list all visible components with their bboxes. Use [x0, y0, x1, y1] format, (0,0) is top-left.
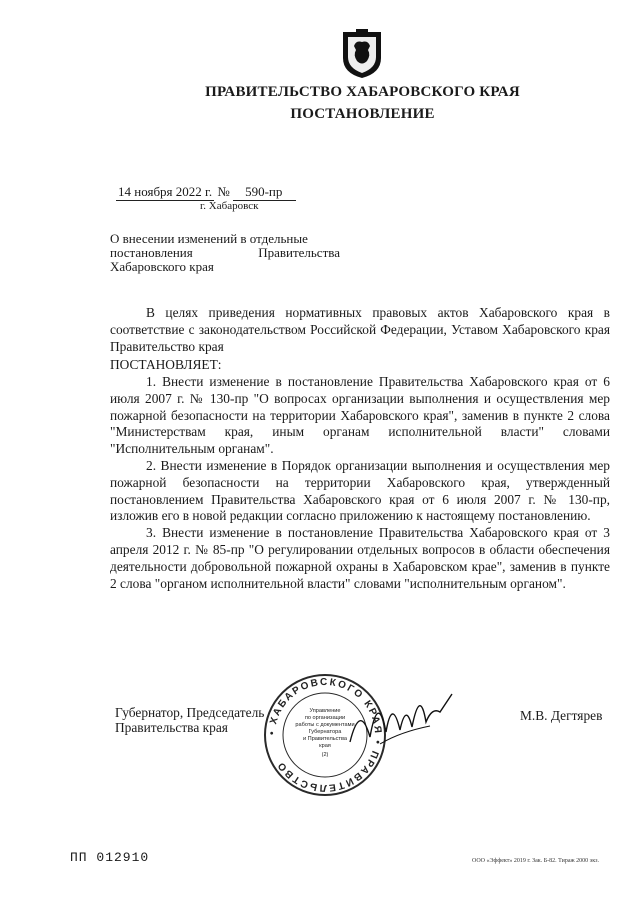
number-sign: №: [217, 184, 230, 199]
seal-center-line: и Правительства: [303, 736, 347, 742]
document-number: 590-пр: [233, 184, 296, 201]
seal-center-line: края: [319, 743, 331, 749]
document-subject: [110, 232, 340, 274]
signatory-name: М.В. Дегтярев: [520, 708, 603, 723]
document-type: ПОСТАНОВЛЕНИЕ: [290, 106, 435, 122]
date-number-line: [116, 184, 296, 201]
coat-of-arms-icon: [340, 28, 384, 80]
seal-center-line: Губернатора: [308, 729, 342, 735]
subject-line: постановления Правительства: [110, 245, 340, 260]
decree-item: 3. Внести изменение в постановление Правительства Хабаровского края от 3 апреля 2012 г. № 85-пр "О регулировании отдельных вопросов в области обеспечения деятельности добровольной пожарной охраны в Хабаровском крае", заменив в пункте 2 слова "органом исполнительной власти" словами "исполнительным органом".: [110, 525, 610, 591]
government-title: ПРАВИТЕЛЬСТВО ХАБАРОВСКОГО КРАЯ: [205, 84, 520, 100]
decree-items: [110, 374, 610, 592]
document-date: 14 ноября 2022 г.: [118, 184, 213, 199]
seal-ring-text: • ХАБАРОВСКОГО КРАЯ • ПРАВИТЕЛЬСТВО: [266, 676, 384, 794]
seal-center-line: по организации: [304, 715, 346, 721]
city: г. Хабаровск: [200, 200, 259, 212]
seal-center-line: (2): [321, 752, 329, 758]
handwritten-signature: [340, 682, 460, 762]
subject-line: Хабаровского края: [110, 259, 214, 274]
decree-item: 1. Внести изменение в постановление Правительства Хабаровского края от 6 июля 2007 г. № 130-пр "О вопросах организации выполнения и осуществления мер пожарной безопасности на территории Хабаровского края", заменив в пункте 2 слова "Министерствам края, иным органам исполнительной власти" словами "Исполнительным органам".: [110, 374, 610, 457]
printer-imprint: ООО «Эффект» 2019 г. Зак. Б-82. Тираж 2000 экз.: [472, 858, 599, 864]
signatory-position-line: Губернатор, Председатель: [115, 705, 265, 720]
seal-center-line: работы с документами: [295, 722, 355, 728]
subject-line: О внесении изменений в отдельные: [110, 231, 308, 246]
preamble: [110, 305, 610, 355]
form-serial-number: ПП 012910: [70, 850, 150, 865]
seal-center-line: Управление: [309, 708, 341, 714]
decree-item: 2. Внести изменение в Порядок организации выполнения и осуществления мер пожарной безопасности на территории Хабаровского края, утвержденный постановлением Правительства Хабаровского края от 6 июля 2007 г. № 130-пр, изложив его в новой редакции согласно приложению к настоящему постановлению.: [110, 457, 610, 524]
signatory-position: [115, 705, 264, 735]
decree-word: ПОСТАНОВЛЯЕТ:: [110, 357, 222, 372]
signatory-position-line: Правительства края: [115, 720, 228, 735]
preamble-text: В целях приведения нормативных правовых актов Хабаровского края в соответствие с законодательством Российской Федерации, Уставом Хабаровского края Правительство края: [110, 305, 610, 354]
